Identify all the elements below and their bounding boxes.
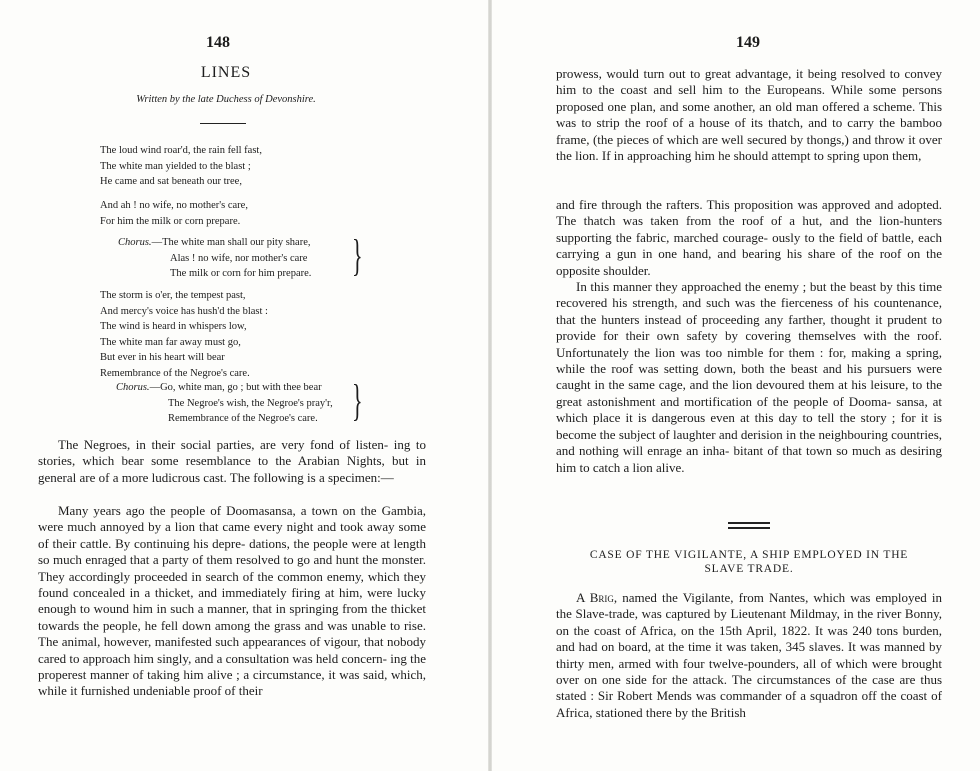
- page-number-148: 148: [206, 34, 230, 51]
- poem-line: The milk or corn for him prepare.: [170, 268, 312, 280]
- text-line: ously to the field of battle, each carrying a gun in one hand,: [556, 229, 942, 262]
- poem-line: —Go, white man, go ; but with thee bear: [149, 382, 322, 393]
- text-line: the neighbouring countries, and nothing will enrage an inha-: [556, 426, 943, 459]
- text-line: party of them resolved to go and hunt the monster. They: [38, 552, 426, 584]
- heading-line: SLAVE TRADE.: [704, 563, 794, 575]
- stanza-1: [100, 143, 262, 190]
- text-line: Many years ago the people of Doomasansa, a town on the: [58, 503, 377, 518]
- poem-title: LINES: [200, 64, 252, 81]
- text-line: and adopted. The thatch was taken from the roof of a hut,: [556, 197, 943, 229]
- continued-paragraph: [556, 66, 942, 164]
- poem-line: The Negroe's wish, the Negroe's pray'r,: [168, 397, 333, 409]
- chorus-brace: }: [352, 231, 363, 280]
- heading-line: CASE OF THE VIGILANTE, A SHIP EMPLOYED IN THE: [589, 549, 909, 561]
- text-line: and took away some of their cattle. By continuing his depre-: [38, 519, 426, 551]
- text-line: to convey him to the coast and sell him to the Europeans.: [556, 66, 943, 98]
- poem-line: The white man yielded to the blast ;: [100, 160, 251, 172]
- text-line: ing the properest manner of taking him alive ; a circumstance,: [38, 650, 427, 683]
- text-line: dations, the people were at length so much enraged that a: [38, 535, 426, 568]
- text-line: named the Vigilante, from Nantes, which was: [617, 590, 871, 605]
- text-line: squadron off the coast of Africa, stationed there by the British: [556, 688, 942, 720]
- story-paragraph: [38, 503, 426, 700]
- poem-line: But ever in his heart will bear: [100, 352, 225, 364]
- text-line: and bearing his share of the roof on the opposite shoulder.: [556, 246, 943, 278]
- poem-line: And mercy's voice has hush'd the blast :: [100, 305, 268, 317]
- title-rule: [200, 123, 246, 124]
- poem-line: Remembrance of the Negroe's care.: [100, 367, 250, 379]
- text-line: 15th April, 1822. It was 240 tons burden, and had on board,: [556, 622, 942, 655]
- text-line: While some persons proposed one plan, and some another, an: [556, 82, 943, 114]
- text-line: his countenance, that the hunters instead of proceeding any: [556, 295, 942, 327]
- text-line: the case are thus stated : Sir Robert Mends was commander of a: [556, 672, 943, 704]
- poem-line: —The white man shall our pity share,: [151, 237, 311, 248]
- poem-line: The storm is o'er, the tempest past,: [100, 290, 246, 301]
- text-line: bitant of that town so much as desiring him to catch a lion: [556, 443, 942, 475]
- poem-line: The wind is heard in whispers low,: [100, 321, 247, 333]
- poem-line: And ah ! no wife, no mother's care,: [100, 200, 248, 211]
- text-line: Nights, but in general are of a more ludicrous cast. The: [38, 453, 426, 485]
- text-line: ing to stories, which bear some resemblance to the Arabian: [38, 437, 427, 469]
- intro-paragraph: [38, 437, 426, 486]
- chorus-1: [118, 235, 311, 282]
- text-line: manifested such appearances of vigour, that nobody cared: [38, 634, 426, 666]
- text-line: which are well secured by thongs,) and throw it over the lion.: [556, 131, 942, 164]
- text-line: men, armed with four twelve-pounders, all of which were: [588, 655, 898, 671]
- text-line: and fire through the rafters. This proposition was approved: [556, 197, 871, 212]
- text-line: it was said, which, while it furnished undeniable proof of their: [38, 667, 427, 699]
- text-line: If in approaching him he should attempt to spring upon them,: [601, 148, 922, 164]
- text-line: among the grass and was unable to rise. The animal, however,: [38, 617, 426, 650]
- lead-word: A Brig,: [576, 590, 618, 605]
- text-line: in springing from the thicket towards the people, he fell down: [38, 601, 426, 633]
- text-line: story ; for it is become the subject of laughter and derision in: [556, 410, 942, 442]
- poem-line: He came and sat beneath our tree,: [100, 176, 242, 188]
- poem-line: The white man far away must go,: [100, 336, 241, 348]
- text-line: setting down, both the beast and his pursuers were caught in: [556, 361, 943, 393]
- text-line: to approach him singly, and a consultation was held concern-: [69, 650, 387, 666]
- poem-line: For him the milk or corn prepare.: [100, 215, 241, 227]
- text-line: and the lion-hunters supporting the fabric, marched courage-: [556, 213, 943, 245]
- text-line: great astonishment and mortification of the people of Dooma-: [556, 393, 892, 409]
- text-line: Gambia, were much annoyed by a lion that came every night: [38, 503, 427, 535]
- poem-byline: Written by the late Duchess of Devonshire.: [136, 94, 316, 105]
- vigilante-paragraph: [556, 590, 942, 721]
- text-line: the same cage, and the lion devoured them at his leisure, to the: [608, 377, 943, 393]
- poem-line: Alas ! no wife, nor mother's care: [170, 252, 308, 264]
- section-heading: [556, 548, 942, 576]
- text-line: alive.: [656, 459, 685, 475]
- text-line: Mildmay, in the river Bonny, on the coast of Africa, on the: [556, 606, 942, 638]
- text-line: sansa, at which place it is dangerous even at this day to tell the: [556, 393, 942, 426]
- text-line: The Negroes, in their social parties, are very fond of listen-: [58, 437, 389, 452]
- text-line: accordingly proceeded in search of the common enemy, which: [68, 568, 400, 584]
- chorus-brace: }: [352, 376, 363, 425]
- text-line: employed in the Slave-trade, was captured by Lieutenant: [556, 590, 942, 622]
- lion-paragraphs: [556, 197, 942, 476]
- text-line: too nimble for them : for, making a spring, while the roof was: [556, 344, 943, 377]
- text-line: of its thatch, and to carry the bamboo frame, (the pieces of: [556, 115, 942, 147]
- page-number-149: 149: [736, 34, 760, 51]
- stanza-2: [100, 198, 248, 229]
- poem-line: The loud wind roar'd, the rain fell fast,: [100, 145, 262, 156]
- chorus-label: Chorus.: [118, 237, 152, 248]
- text-line: following is a specimen:—: [253, 469, 394, 485]
- text-line: In this manner they approached the enemy ; but the beast by: [576, 279, 893, 295]
- text-line: covering themselves with the roof. Unfortunately the lion was: [556, 328, 942, 360]
- chorus-label: Chorus.: [116, 382, 150, 393]
- poem-line: Remembrance of the Negroe's care.: [168, 413, 318, 425]
- text-line: farther, thought it prudent to provide for their own safety by: [556, 311, 943, 344]
- section-divider: [728, 522, 770, 532]
- text-line: old man offered a scheme. This was to strip the roof of a house: [556, 98, 943, 131]
- text-line: they found concealed in a thicket, and immediately firing at: [38, 568, 427, 601]
- chorus-2: [116, 380, 333, 427]
- text-line: him, were lucky enough to wound him in such a manner, that: [38, 585, 426, 617]
- text-line: prowess, would turn out to great advantage, it being resolved: [556, 66, 886, 81]
- stanza-3: [100, 288, 268, 382]
- text-line: this time recovered his strength, and such was the fierceness of: [556, 279, 943, 311]
- text-line: at the time it was taken, 345 slaves. It was manned by thirty: [556, 639, 943, 671]
- text-line: brought over on one side for the attack. The circumstances of: [556, 655, 942, 688]
